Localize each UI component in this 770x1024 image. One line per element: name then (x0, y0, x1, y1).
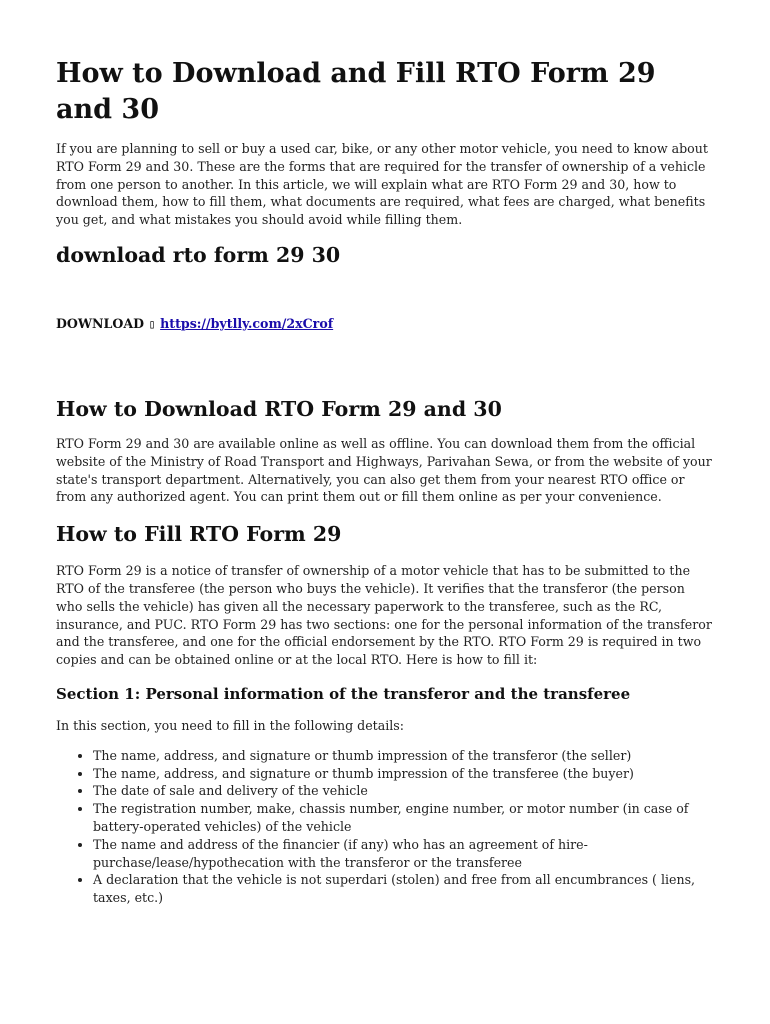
list-item: • The name, address, and signature or thumb impression of the transferee (the buyer) (93, 765, 714, 783)
list-item: • A declaration that the vehicle is not superdari (stolen) and free from all encumbrances ( liens, taxes, etc.) (93, 871, 714, 907)
list-item: • The name, address, and signature or thumb impression of the transferor (the seller) (93, 747, 714, 765)
subsection-heading: Section 1: Personal information of the transferor and the transferee (56, 684, 631, 703)
download-heading: download rto form 29 30 (56, 242, 341, 267)
download-line (56, 315, 714, 333)
download-link[interactable]: https://bytlly.com/2xCrof (160, 315, 334, 331)
list-item: • The date of sale and delivery of the vehicle (93, 782, 714, 800)
page-title: How to Download and Fill RTO Form 29 and 30 (56, 58, 656, 125)
intro-paragraph: If you are planning to sell or buy a used car, bike, or any other motor vehicle, you need to know about RTO Form 29 and 30. These are the forms that are required for the transfer of ownership of a vehicle from one person to another. In this article, we will explain what are RTO Form 29 and 30, how to download them, how to fill them, what documents are required, what fees are charged, what benefits you get, and what mistakes you should avoid while filling them. (56, 141, 708, 228)
list-item: • The name and address of the financier (if any) who has an agreement of hire-purchase/lease/hypothecation with the transferor or the transferee (93, 836, 714, 872)
section-body-download: RTO Form 29 and 30 are available online as well as offline. You can download them from the official website of the Ministry of Road Transport and Highways, Parivahan Sewa, or from the website of your state's transport department. Alternatively, you can also get them from your nearest RTO office or from any authorized agent. You can print them out or fill them online as per your convenience. (56, 435, 712, 505)
download-glyph-icon: ▯ (148, 316, 156, 331)
section-body-fill: RTO Form 29 is a notice of transfer of ownership of a motor vehicle that has to be submitted to the RTO of the transferee (the person who buys the vehicle). It verifies that the transferor (the person who sells the vehicle) has given all the necessary paperwork to the transferee, such as the RC, insurance, and PUC. RTO Form 29 has two sections: one for the personal information of the transferor and the transferee, and one for the official endorsement by the RTO. RTO Form 29 is required in two copies and can be obtained online or at the local RTO. Here is how to fill it: (56, 563, 712, 668)
section-heading-download: How to Download RTO Form 29 and 30 (56, 396, 502, 421)
list-item: • The registration number, make, chassis number, engine number, or motor number (in case of battery-operated vehicles) of the vehicle (93, 800, 714, 836)
details-list (56, 747, 714, 907)
download-label: DOWNLOAD (56, 315, 145, 331)
section-heading-fill: How to Fill RTO Form 29 (56, 522, 342, 547)
subsection-intro: In this section, you need to fill in the following details: (56, 717, 404, 733)
